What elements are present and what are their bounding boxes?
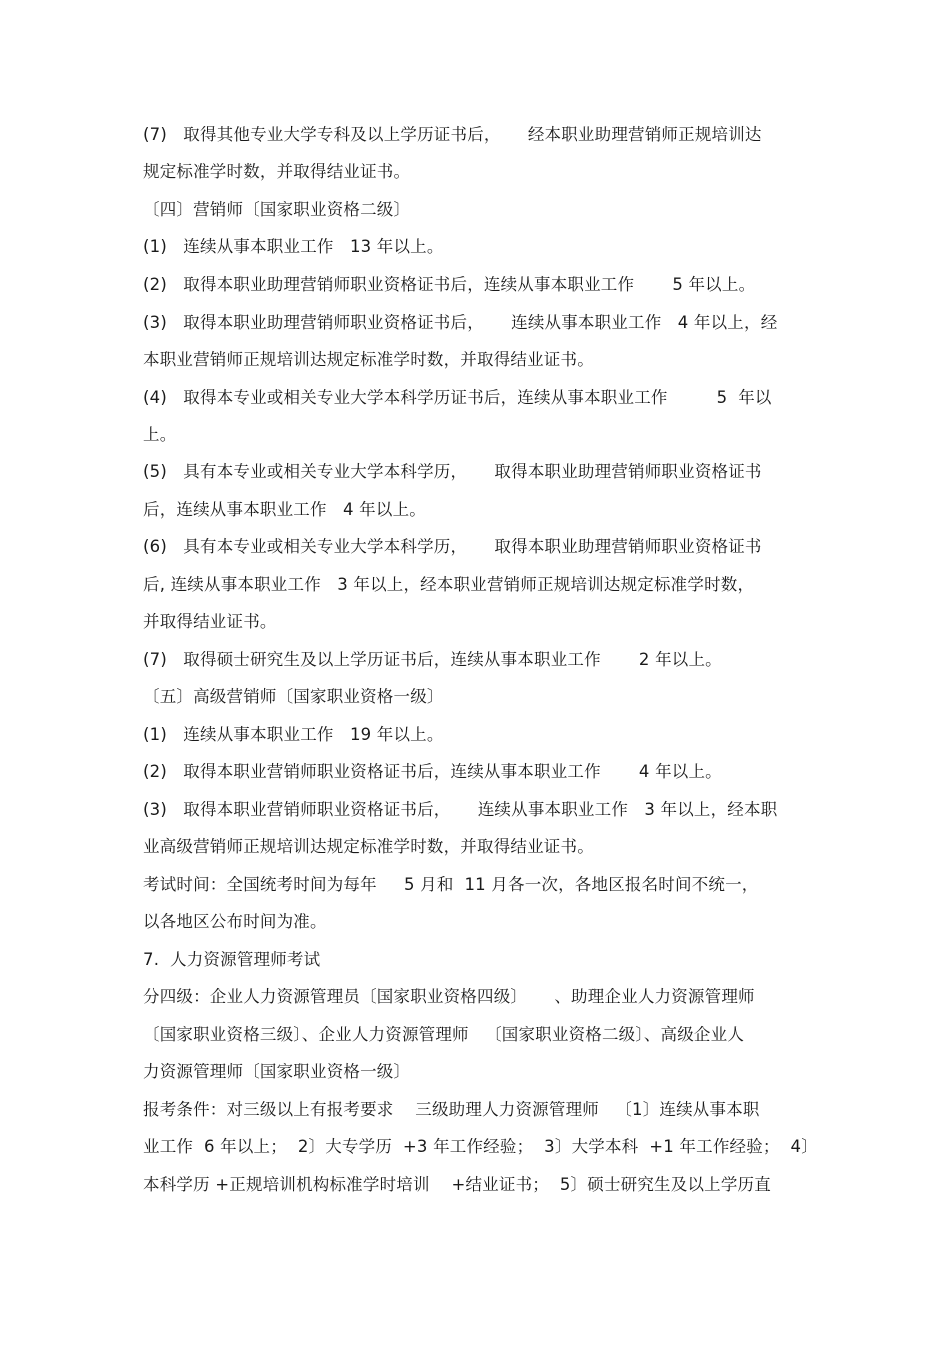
text-line: (7) 取得硕士研究生及以上学历证书后，连续从事本职业工作 2 年以上。 (143, 650, 722, 669)
text-line: (1) 连续从事本职业工作 13 年以上。 (143, 237, 444, 256)
text-line: (3) 取得本职业营销师职业资格证书后， 连续从事本职业工作 3 年以上，经本职 (143, 800, 778, 819)
text-line: 力资源管理师〔国家职业资格一级〕 (143, 1062, 411, 1081)
text-line: 后, 连续从事本职业工作 3 年以上，经本职业营销师正规培训达规定标准学时数， (143, 575, 755, 594)
section-heading: 〔四〕营销师〔国家职业资格二级〕 (143, 200, 411, 219)
text-line: (7) 取得其他专业大学专科及以上学历证书后， 经本职业助理营销师正规培训达 (143, 125, 762, 144)
text-line: 业高级营销师正规培训达规定标准学时数，并取得结业证书。 (143, 837, 594, 856)
text-line: (1) 连续从事本职业工作 19 年以上。 (143, 725, 444, 744)
text-line: (2) 取得本职业营销师职业资格证书后，连续从事本职业工作 4 年以上。 (143, 762, 722, 781)
text-line: (5) 具有本专业或相关专业大学本科学历， 取得本职业助理营销师职业资格证书 (143, 462, 762, 481)
text-line: 考试时间：全国统考时间为每年 5 月和 11 月各一次，各地区报名时间不统一， (143, 875, 759, 894)
text-line: 上。 (143, 425, 177, 444)
text-line: (4) 取得本专业或相关专业大学本科学历证书后，连续从事本职业工作 5 年以 (143, 388, 772, 407)
text-line: 业工作 6 年以上； 2〕大专学历 +3 年工作经验； 3〕大学本科 +1 年工作经验； 4〕 (143, 1137, 818, 1156)
section-heading: 7. 人力资源管理师考试 (143, 950, 321, 969)
text-line: (2) 取得本职业助理营销师职业资格证书后，连续从事本职业工作 5 年以上。 (143, 275, 756, 294)
text-line: 报考条件：对三级以上有报考要求 三级助理人力资源管理师 〔1〕连续从事本职 (143, 1100, 760, 1119)
text-line: 本职业营销师正规培训达规定标准学时数，并取得结业证书。 (143, 350, 594, 369)
text-line: (6) 具有本专业或相关专业大学本科学历， 取得本职业助理营销师职业资格证书 (143, 537, 762, 556)
text-line: 并取得结业证书。 (143, 612, 277, 631)
text-line: 分四级：企业人力资源管理员〔国家职业资格四级〕 、助理企业人力资源管理师 (143, 987, 755, 1006)
text-line: 〔国家职业资格三级〕、企业人力资源管理师 〔国家职业资格二级〕、高级企业人 (143, 1025, 745, 1044)
section-heading: 〔五〕高级营销师〔国家职业资格一级〕 (143, 687, 444, 706)
text-line: 以各地区公布时间为准。 (143, 912, 327, 931)
text-line: 后，连续从事本职业工作 4 年以上。 (143, 500, 426, 519)
text-line: 规定标准学时数，并取得结业证书。 (143, 162, 411, 181)
text-line: (3) 取得本职业助理营销师职业资格证书后， 连续从事本职业工作 4 年以上，经 (143, 313, 778, 332)
text-line: 本科学历 +正规培训机构标准学时培训 +结业证书； 5〕硕士研究生及以上学历直 (143, 1175, 771, 1194)
